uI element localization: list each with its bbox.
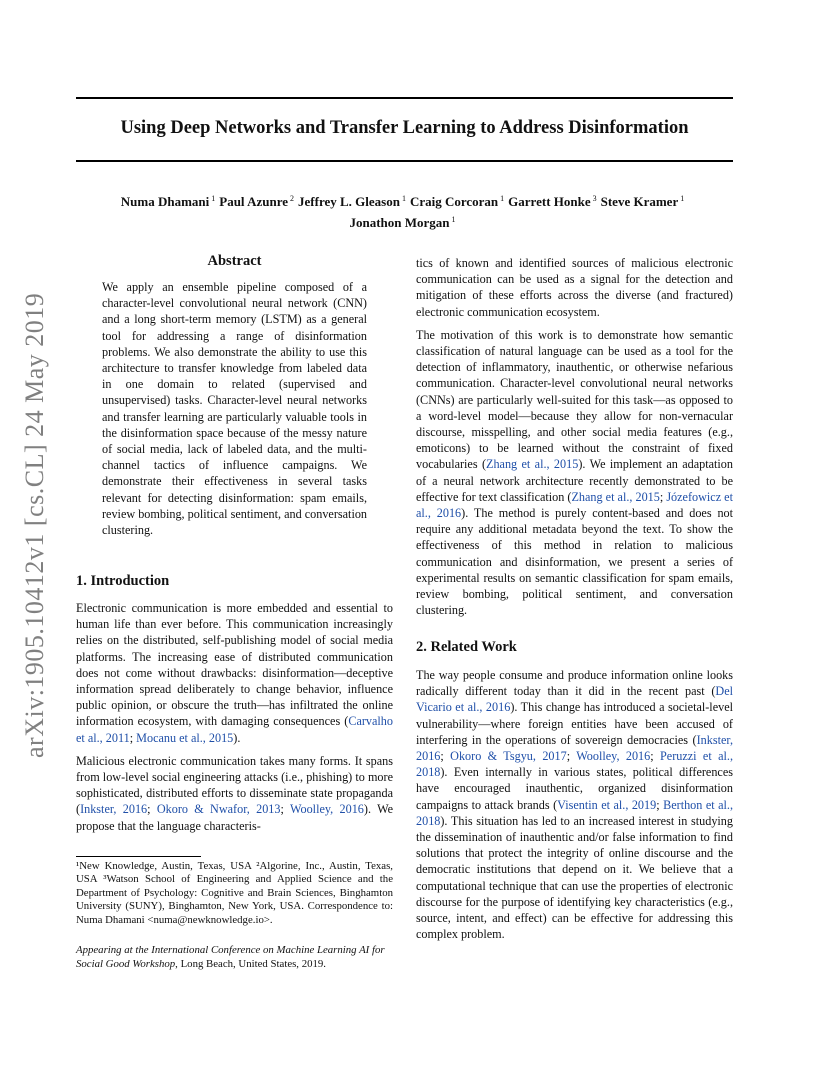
paragraph-text: ; <box>147 802 157 817</box>
paragraph-text: ; <box>129 730 137 745</box>
paragraph-text: ). This change has introduced a societal-level vulnerability—where foreign entities have been accused of interfering in the operations of sovereign democracies ( <box>416 700 733 747</box>
author-name: Craig Corcoran <box>409 194 499 209</box>
paragraph-text: Electronic communication is more embedded and essential to human life than ever before. This communication increasingly relies on the distributed, self-publishing model of social media platforms. The increasing ease of distributed communication does not come without drawbacks: disinformation—deceptive information spread deliberately to change behavior, influence public opinion, or obscure the truth—has infiltrated the online information ecosystem, with damaging consequences ( <box>76 601 393 729</box>
citation-link[interactable]: Mocanu et al., 2015 <box>136 730 234 745</box>
paragraph-text: ). This situation has led to an increased interest in studying the dissemination of inauthentic and/or false information to find solutions that protect the integrity of online discourse and the democratic institutions that depend on it. We believe that a computational technique that can use the properties of electronic discourse for the purpose of identifying key characteristics (e.g., source, intent, and effect) can be effective for addressing this complex problem. <box>416 813 733 942</box>
author-affiliation-mark: 1 <box>500 194 505 203</box>
author-name: Numa Dhamani <box>120 194 210 209</box>
introduction-heading: 1. Introduction <box>76 573 170 589</box>
citation-link[interactable]: Carvalho et al., 2011 <box>76 714 393 745</box>
citation-link[interactable]: Woolley, 2016 <box>289 802 364 817</box>
author-name: Paul Azunre <box>219 194 289 209</box>
author-affiliation-mark: 2 <box>290 194 295 203</box>
citation-link[interactable]: Woolley, 2016 <box>576 749 651 764</box>
paragraph-text: ; <box>280 802 290 817</box>
related-paragraph <box>416 667 733 942</box>
title-top-rule <box>76 97 733 99</box>
title-bottom-rule <box>76 160 733 162</box>
related-work-body <box>416 667 733 942</box>
author-line-1 <box>76 190 733 211</box>
author-name: Jonathon Morgan <box>349 215 450 230</box>
paragraph-text: The motivation of this work is to demonstrate how semantic classification of natural language can be used as a tool for the detection of inflammatory, inauthentic, or otherwise nefarious communication. Character-level convolutional neural networks (CNNs) are particularly well-suited for this task—as opposed to a word-level model—because they allow for non-vernacular discourse, misspelling, and other social media features (e.g., emoticons) to be learned without the constraint of fixed vocabularies ( <box>416 327 733 472</box>
citation-link[interactable]: Okoro & Nwafor, 2013 <box>156 802 281 817</box>
paragraph-text: The way people consume and produce information online looks radically different today than it did in the recent past ( <box>416 668 733 699</box>
paragraph-text: ). We implement an adaptation of a neural network architecture recently demonstrated to be effective for text classification ( <box>416 457 733 504</box>
author-affiliation-mark: 1 <box>451 215 456 224</box>
intro-paragraph-2 <box>76 753 393 834</box>
abstract-heading: Abstract <box>207 253 262 269</box>
citation-link[interactable]: Zhang et al., 2015 <box>486 457 579 472</box>
arxiv-stamp: arXiv:1905.10412v1 [cs.CL] 24 May 2019 <box>20 292 49 758</box>
right-paragraph-1: tics of known and identified sources of malicious electronic communication can be used as a signal for the detection and mitigation of these efforts across the diverse (and fractured) electronic communication ecosystem. <box>416 256 733 319</box>
abstract-text: We apply an ensemble pipeline composed of a character-level convolutional neural network (CNN) and a long short-term memory (LSTM) as a general tool for addressing a range of disinformation problems. We also demonstrate the ability to use this architecture to transfer knowledge from labeled data in one domain to related (supervised and unsupervised) tasks. Character-level neural networks and transfer learning are particularly valuable tools in the disinformation space because of the messy nature of social media, lack of labeled data, and the multi-channel tactics of influence campaigns. We demonstrate their effectiveness in several tasks relevant for detecting disinformation: spam emails, review bombing, political sentiment, and conversation clustering. <box>102 280 368 538</box>
related-work-heading: 2. Related Work <box>416 639 517 655</box>
citation-link[interactable]: Del Vicario et al., 2016 <box>416 684 733 715</box>
paper-title: Using Deep Networks and Transfer Learning to Address Disinformation <box>120 118 689 138</box>
paragraph-text: ; <box>566 749 577 764</box>
author-affiliation-mark: 1 <box>401 194 406 203</box>
citation-link[interactable]: Okoro & Tsgyu, 2017 <box>450 749 567 764</box>
author-line-2 <box>76 211 733 232</box>
citation-link[interactable]: Inkster, 2016 <box>416 732 733 764</box>
author-affiliation-mark: 1 <box>680 194 685 203</box>
paragraph-text: ; <box>650 749 661 764</box>
paragraph-text: ). Even internally in various states, political differences have encouraged inauthentic, organized disinformation campaigns to attack brands ( <box>416 765 733 812</box>
venue-note <box>76 943 393 971</box>
right-column-body <box>416 255 733 618</box>
venue-note-rest: , Long Beach, United States, 2019. <box>175 958 327 970</box>
citation-link[interactable]: Inkster, 2016 <box>80 802 148 817</box>
author-affiliation-mark: 1 <box>211 194 216 203</box>
right-paragraph-2 <box>416 327 733 619</box>
intro-paragraph-1 <box>76 600 393 746</box>
citation-link[interactable]: Berthon et al., 2018 <box>416 797 733 828</box>
paragraph-text: ; <box>659 489 667 504</box>
author-affiliation-mark: 3 <box>592 194 597 203</box>
citation-link[interactable]: Visentin et al., 2019 <box>557 797 657 812</box>
paragraph-text: Malicious electronic communication takes many forms. It spans from low-level social engineering attacks (i.e., phishing) to more sophisticated, distributed efforts to disseminate state propaganda ( <box>76 753 393 817</box>
citation-link[interactable]: Zhang et al., 2015 <box>571 489 660 504</box>
paragraph-text: ). <box>233 730 241 745</box>
paragraph-text: ; <box>440 749 451 764</box>
paragraph-text: ; <box>656 797 664 812</box>
venue-note-italic: Appearing at the International Conference on Machine Learning AI for Social Good Workshop <box>76 944 385 970</box>
paragraph-text: ). We propose that the language characteris- <box>76 802 394 833</box>
author-name: Steve Kramer <box>600 194 679 209</box>
footnote-rule <box>76 856 201 857</box>
citation-link[interactable]: Józefowicz et al., 2016 <box>416 489 733 521</box>
affiliation-footnote: ¹New Knowledge, Austin, Texas, USA ²Algorine, Inc., Austin, Texas, USA ³Watson School of Engineering and Applied Science and the Department of Psychology: Cognitive and Brain Sciences, Binghamton University (SUNY), Binghamton, New York, USA. Correspondence to: Numa Dhamani <numa@newknowledge.io>. <box>76 860 393 926</box>
author-name: Garrett Honke <box>508 194 591 209</box>
author-name: Jeffrey L. Gleason <box>298 194 400 209</box>
paragraph-text: ). The method is purely content-based and does not require any additional metadata beyond the text. To show the effectiveness of this method in relation to malicious communication and disinformation, we present a series of experimental results on semantic classification for spam emails, review bombing, political sentiment, and conversation clustering. <box>416 506 734 618</box>
author-list <box>76 190 733 232</box>
left-column-body <box>76 600 393 834</box>
citation-link[interactable]: Peruzzi et al., 2018 <box>416 749 733 780</box>
